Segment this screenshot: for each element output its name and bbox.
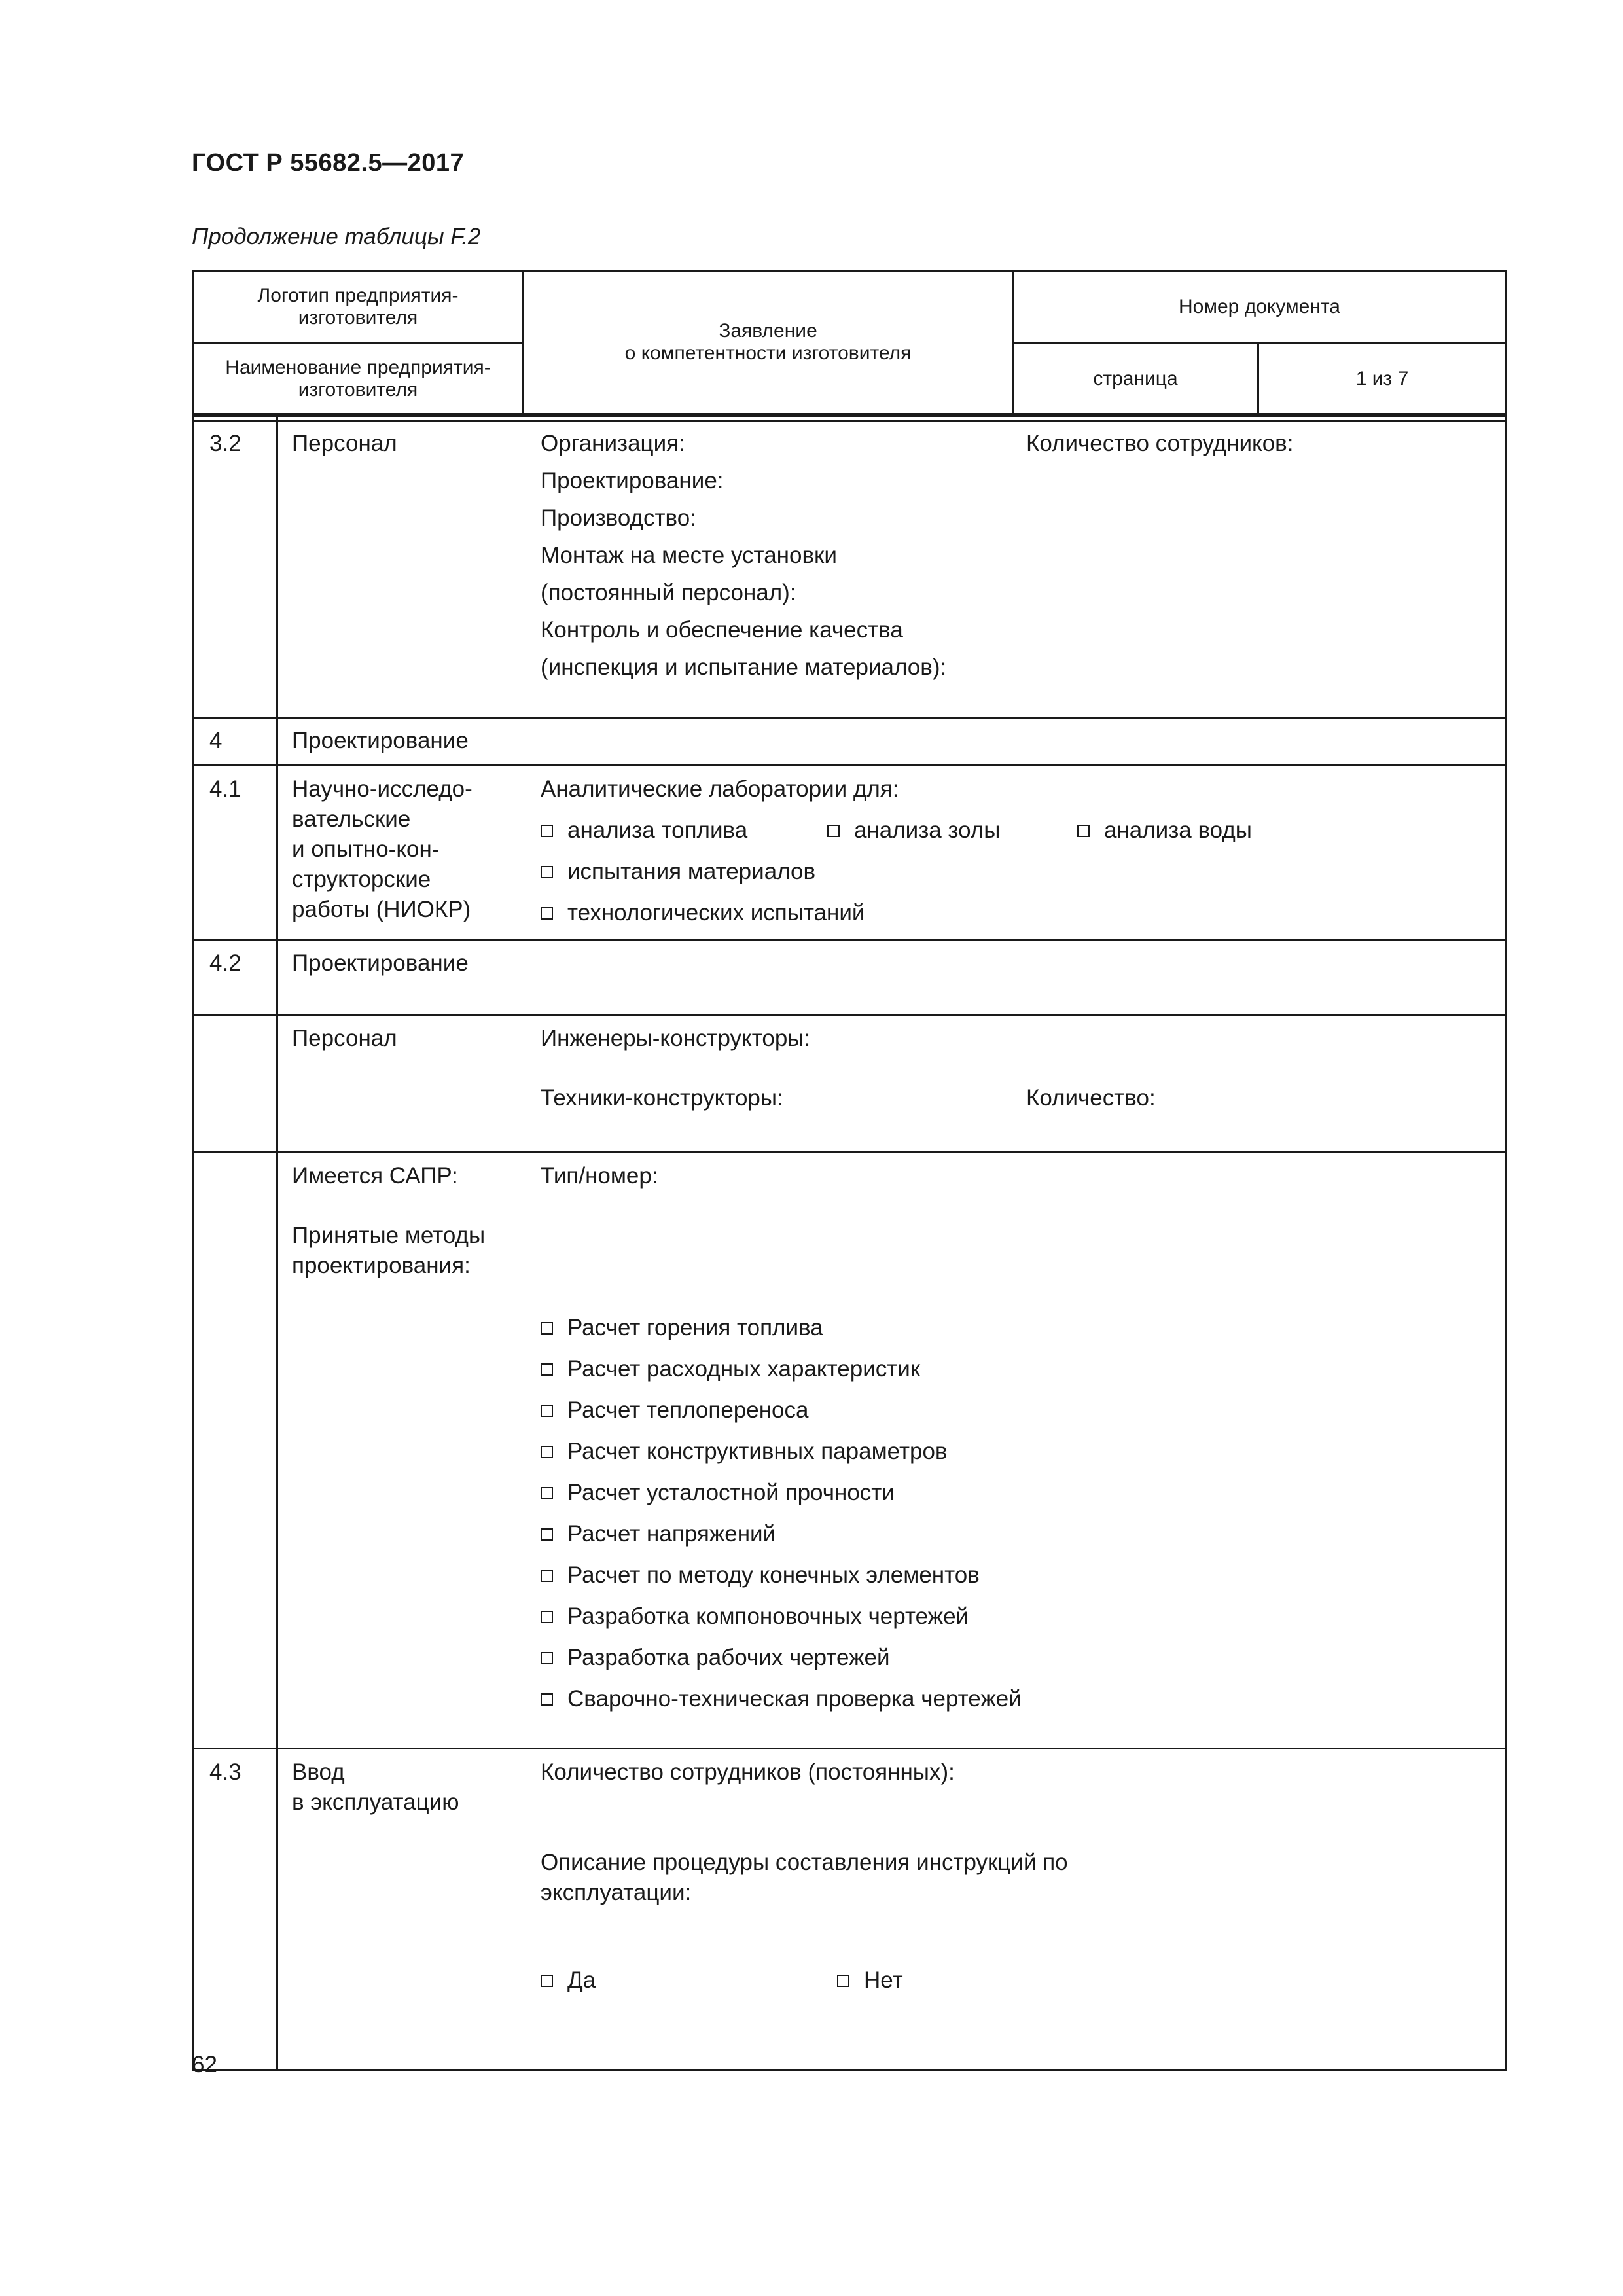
page-label: страница xyxy=(1093,367,1178,389)
checkbox-icon[interactable] xyxy=(541,866,553,878)
checkbox-icon[interactable] xyxy=(541,1652,553,1664)
checkbox-icon[interactable] xyxy=(1077,825,1090,837)
checkbox-icon[interactable] xyxy=(541,1405,553,1417)
checkbox-icon[interactable] xyxy=(541,1570,553,1582)
header-table xyxy=(192,270,1507,415)
checkbox-option[interactable]: Расчет горения топлива xyxy=(541,1307,1022,1348)
row-title: Проектирование xyxy=(292,728,469,753)
checkbox-icon[interactable] xyxy=(541,1975,553,1987)
checkbox-option[interactable]: Расчет напряжений xyxy=(541,1513,1022,1554)
design-methods-list xyxy=(541,1307,1022,1719)
checkbox-option[interactable]: Разработка компоновочных чертежей xyxy=(541,1596,1022,1637)
staff-item: Организация: xyxy=(541,431,685,456)
document-number-label: Номер документа xyxy=(1179,296,1340,317)
company-name-label: Наименование предприятия-изготовителя xyxy=(225,356,491,401)
checkbox-icon[interactable] xyxy=(541,1363,553,1376)
cad-label: Имеется САПР: xyxy=(292,1163,458,1189)
checkbox-option[interactable]: Расчет усталостной прочности xyxy=(541,1472,1022,1513)
staff-item: (инспекция и испытание материалов): xyxy=(541,655,947,680)
instructions-procedure-label: Описание процедуры составления инструкций по эксплуатации: xyxy=(541,1850,1068,1905)
checkbox-icon[interactable] xyxy=(827,825,840,837)
checkbox-icon[interactable] xyxy=(541,1446,553,1458)
design-methods-label: Принятые методы проектирования: xyxy=(292,1223,486,1278)
row-number: 4.3 xyxy=(209,1759,241,1785)
staff-item: Проектирование: xyxy=(541,468,724,493)
checkbox-option[interactable]: Сварочно-техническая проверка чертежей xyxy=(541,1678,1022,1719)
row-number: 4 xyxy=(209,728,223,753)
checkbox-icon[interactable] xyxy=(541,1693,553,1706)
statement-label: Заявление о компетентности изготовителя xyxy=(624,320,912,364)
checkbox-option[interactable]: Расчет конструктивных параметров xyxy=(541,1431,1022,1472)
row-title-rnd: Научно-исследо- вательские и опытно-кон- структорские работы (НИОКР) xyxy=(292,776,473,922)
row-title: Персонал xyxy=(292,431,397,456)
labs-intro: Аналитические лаборатории для: xyxy=(541,776,899,802)
page-number: 62 xyxy=(192,2052,217,2077)
yes-checkbox[interactable]: Да xyxy=(541,1962,596,1999)
checkbox-option[interactable]: Расчет теплопереноса xyxy=(541,1390,1022,1431)
checkbox-option[interactable]: анализа топлива xyxy=(541,812,747,849)
staff-item: Производство: xyxy=(541,505,696,531)
quantity-label: Количество: xyxy=(1026,1085,1156,1111)
competence-table xyxy=(192,415,1507,2071)
document-title: ГОСТ Р 55682.5—2017 xyxy=(192,149,465,177)
row-number: 4.2 xyxy=(209,950,241,976)
row-title-commissioning: Ввод в эксплуатацию xyxy=(292,1759,459,1815)
checkbox-icon[interactable] xyxy=(541,1528,553,1541)
page-value: 1 из 7 xyxy=(1355,367,1409,389)
table-continuation-caption: Продолжение таблицы F.2 xyxy=(192,224,481,249)
checkbox-option[interactable]: Расчет расходных характеристик xyxy=(541,1348,1022,1390)
cad-type-label: Тип/номер: xyxy=(541,1163,658,1189)
checkbox-icon[interactable] xyxy=(541,1611,553,1623)
logo-label: Логотип предприятия-изготовителя xyxy=(257,285,459,329)
row-number: 4.1 xyxy=(209,776,241,802)
checkbox-option[interactable]: технологических испытаний xyxy=(541,894,865,931)
checkbox-option[interactable]: анализа золы xyxy=(827,812,1000,849)
row-number: 3.2 xyxy=(209,431,241,456)
checkbox-icon[interactable] xyxy=(837,1975,849,1987)
checkbox-icon[interactable] xyxy=(541,1322,553,1335)
row-title: Персонал xyxy=(292,1026,397,1051)
staff-item: Монтаж на месте установки xyxy=(541,543,837,568)
staff-count-label: Количество сотрудников: xyxy=(1026,431,1294,456)
permanent-staff-label: Количество сотрудников (постоянных): xyxy=(541,1759,955,1785)
checkbox-icon[interactable] xyxy=(541,1487,553,1499)
checkbox-option[interactable]: испытания материалов xyxy=(541,853,815,890)
no-checkbox[interactable]: Нет xyxy=(837,1962,903,1999)
row-title: Проектирование xyxy=(292,950,469,976)
checkbox-icon[interactable] xyxy=(541,825,553,837)
staff-item: Контроль и обеспечение качества xyxy=(541,617,903,643)
checkbox-icon[interactable] xyxy=(541,907,553,920)
checkbox-option[interactable]: Расчет по методу конечных элементов xyxy=(541,1554,1022,1596)
engineers-label: Инженеры-конструкторы: xyxy=(541,1026,811,1051)
staff-item: (постоянный персонал): xyxy=(541,580,796,605)
checkbox-option[interactable]: анализа воды xyxy=(1077,812,1252,849)
technicians-label: Техники-конструкторы: xyxy=(541,1085,783,1111)
checkbox-option[interactable]: Разработка рабочих чертежей xyxy=(541,1637,1022,1678)
